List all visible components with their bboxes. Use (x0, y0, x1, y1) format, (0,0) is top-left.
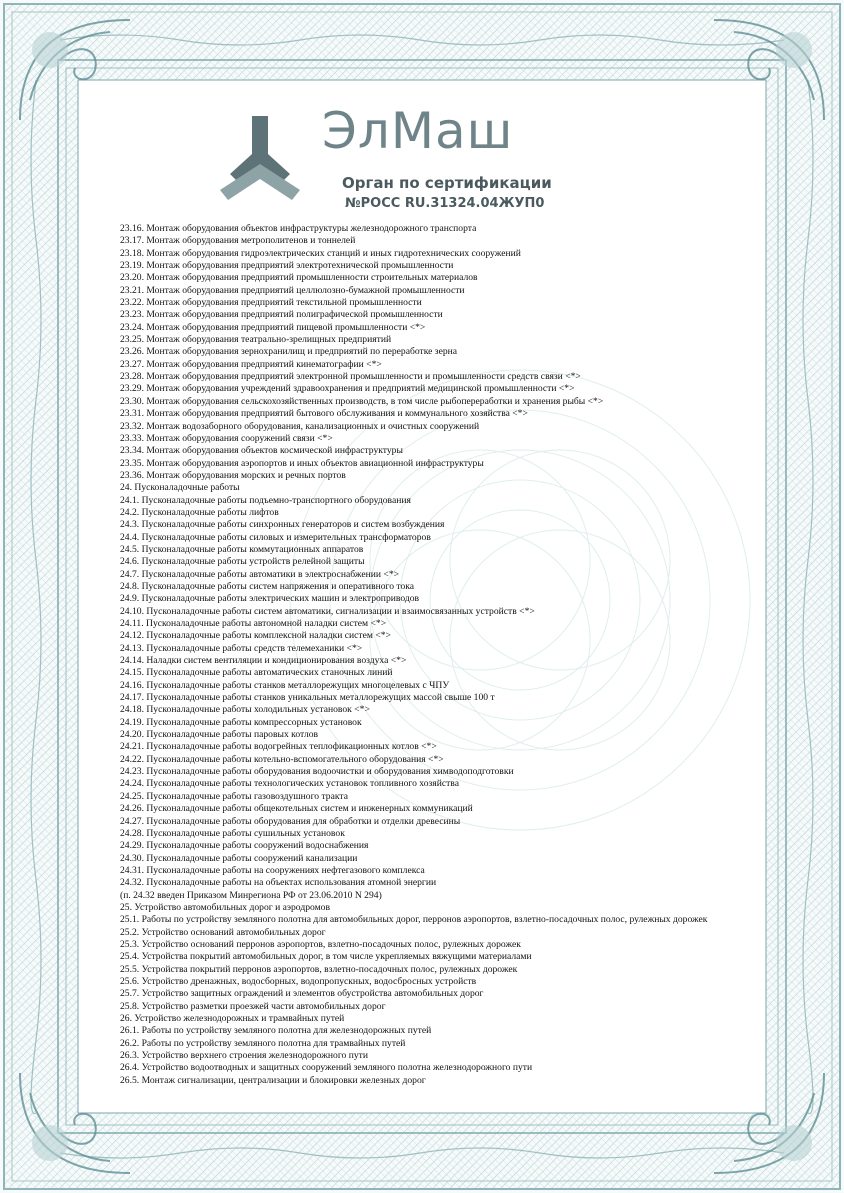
list-item: 24.23. Пусконаладочные работы оборудования водоочистки и оборудования химводоподготовки (120, 766, 514, 778)
list-item: 23.30. Монтаж оборудования сельскохозяйственных производств, в том числе рыбопереработки и хранения рыбы <*> (120, 395, 604, 407)
list-item: 23.18. Монтаж оборудования гидроэлектрических станций и иных гидротехнических сооружений (120, 247, 521, 259)
list-item: 23.29. Монтаж оборудования учреждений здравоохранения и предприятий медицинской промышленности <*> (120, 383, 575, 395)
list-item: 24.27. Пусконаладочные работы оборудования для обработки и отделки древесины (120, 815, 461, 827)
certification-body-title: Орган по сертификации (342, 174, 552, 192)
list-item: 23.22. Монтаж оборудования предприятий текстильной промышленности (120, 297, 422, 309)
list-item: 25.6. Устройство дренажных, водосборных, водопропускных, водосбросных устройств (120, 975, 477, 987)
list-item: 24.30. Пусконаладочные работы сооружений канализации (120, 852, 358, 864)
list-item: 24.26. Пусконаладочные работы общекотельных систем и инженерных коммуникаций (120, 803, 473, 815)
logo-block (212, 102, 572, 220)
list-item: 26.1. Работы по устройству земляного полотна для железнодорожных путей (120, 1025, 432, 1037)
list-item: 24.17. Пусконаладочные работы станков уникальных металлорежущих массой свыше 100 т (120, 692, 495, 704)
list-item: 23.20. Монтаж оборудования предприятий промышленности строительных материалов (120, 272, 478, 284)
list-item: 23.35. Монтаж оборудования аэропортов и иных объектов авиационной инфраструктуры (120, 457, 484, 469)
list-item: 24.20. Пусконаладочные работы паровых котлов (120, 729, 319, 741)
list-item: 26. Устройство железнодорожных и трамвайных путей (120, 1013, 345, 1024)
list-item: 23.34. Монтаж оборудования объектов космической инфраструктуры (120, 445, 403, 457)
list-item: 25. Устройство автомобильных дорог и аэродромов (120, 901, 331, 913)
list-item: 24.24. Пусконаладочные работы технологических установок топливного хозяйства (120, 778, 459, 790)
list-item: 23.28. Монтаж оборудования предприятий электронной промышленности и промышленности средств связи <*> (120, 371, 581, 383)
list-item: 23.33. Монтаж оборудования сооружений связи <*> (120, 432, 333, 444)
list-item: 23.25. Монтаж оборудования театрально-зрелищных предприятий (120, 334, 392, 346)
list-item: 25.1. Работы по устройству земляного полотна для автомобильных дорог, перронов аэропортов, взлетно-посадочных полос, рулежных дорожек (120, 914, 708, 926)
brand-name: ЭлМаш (322, 102, 514, 160)
list-item: 24.29. Пусконаладочные работы сооружений водоснабжения (120, 840, 369, 852)
list-item: 24.13. Пусконаладочные работы средств телемеханики <*> (120, 642, 363, 654)
list-item: 26.2. Работы по устройству земляного полотна для трамвайных путей (120, 1037, 406, 1049)
list-item: (п. 24.32 введен Приказом Минрегиона РФ от 23.06.2010 N 294) (120, 889, 382, 901)
list-item: 24.5. Пусконаладочные работы коммутационных аппаратов (120, 543, 364, 555)
list-item: 26.3. Устройство верхнего строения железнодорожного пути (120, 1050, 368, 1062)
list-item: 24.6. Пусконаладочные работы устройств релейной защиты (120, 556, 365, 568)
list-item: 24.22. Пусконаладочные работы котельно-вспомогательного оборудования <*> (120, 753, 444, 765)
list-item: 23.23. Монтаж оборудования предприятий полиграфической промышленности (120, 309, 443, 321)
list-item: 24.28. Пусконаладочные работы сушильных установок (120, 827, 345, 839)
list-item: 23.26. Монтаж оборудования зернохранилищ и предприятий по переработке зерна (120, 346, 458, 358)
list-item: 23.19. Монтаж оборудования предприятий электротехнической промышленности (120, 260, 454, 272)
list-item: 26.5. Монтаж сигнализации, централизации и блокировки железных дорог (120, 1074, 426, 1086)
list-item: 23.27. Монтаж оборудования предприятий кинематографии <*> (120, 358, 382, 370)
list-item: 23.31. Монтаж оборудования предприятий бытового обслуживания и коммунального хозяйства <*> (120, 408, 528, 420)
list-item: 24.8. Пусконаладочные работы систем напряжения и оперативного тока (120, 580, 415, 592)
list-item: 23.17. Монтаж оборудования метрополитенов и тоннелей (120, 235, 356, 247)
list-item: 24.14. Наладки систем вентиляции и кондиционирования воздуха <*> (120, 655, 407, 667)
work-types-list (120, 223, 780, 1087)
list-item: 23.21. Монтаж оборудования предприятий целлюлозно-бумажной промышленности (120, 284, 465, 296)
list-item: 25.3. Устройство оснований перронов аэропортов, взлетно-посадочных полос, рулежных дорожек (120, 938, 521, 950)
list-item: 24.25. Пусконаладочные работы газовоздушного тракта (120, 790, 348, 802)
list-item: 23.16. Монтаж оборудования объектов инфраструктуры железнодорожного транспорта (120, 223, 477, 234)
list-item: 25.7. Устройство защитных ограждений и элементов обустройства автомобильных дорог (120, 988, 484, 1000)
list-item: 23.24. Монтаж оборудования предприятий пищевой промышленности <*> (120, 321, 426, 333)
list-item: 24.11. Пусконаладочные работы автономной наладки систем <*> (120, 618, 387, 629)
list-item: 24.7. Пусконаладочные работы автоматики в электроснабжении <*> (120, 568, 400, 580)
list-item: 23.32. Монтаж водозаборного оборудования, канализационных и очистных сооружений (120, 420, 480, 432)
elmash-logo-icon (212, 116, 308, 206)
registration-number: №РОСС RU.31324.04ЖУП0 (345, 196, 545, 211)
list-item: 25.5. Устройства покрытий перронов аэропортов, взлетно-посадочных полос, рулежных дорожек (120, 963, 518, 975)
list-item: 24.16. Пусконаладочные работы станков металлорежущих многоцелевых с ЧПУ (120, 679, 450, 691)
list-item: 24.10. Пусконаладочные работы систем автоматики, сигнализации и взаимосвязанных устройств <*> (120, 605, 535, 617)
list-item: 24.31. Пусконаладочные работы на сооружениях нефтегазового комплекса (120, 864, 425, 876)
list-item: 24.3. Пусконаладочные работы синхронных генераторов и систем возбуждения (120, 519, 445, 531)
list-item: 24.15. Пусконаладочные работы автоматических станочных линий (120, 667, 393, 679)
list-item: 24.4. Пусконаладочные работы силовых и измерительных трансформаторов (120, 531, 431, 543)
list-item: 25.2. Устройство оснований автомобильных дорог (120, 926, 326, 938)
list-item: 24.19. Пусконаладочные работы компрессорных установок (120, 716, 362, 728)
list-item: 25.4. Устройства покрытий автомобильных дорог, в том числе укрепляемых вяжущими материалами (120, 951, 532, 963)
list-item: 23.36. Монтаж оборудования морских и речных портов (120, 469, 346, 481)
list-item: 24.18. Пусконаладочные работы холодильных установок <*> (120, 704, 370, 716)
list-item: 24.2. Пусконаладочные работы лифтов (120, 506, 279, 518)
list-item: 24.32. Пусконаладочные работы на объектах использования атомной энергии (120, 877, 437, 889)
list-item: 24.21. Пусконаладочные работы водогрейных теплофикационных котлов <*> (120, 741, 437, 753)
list-item: 24. Пусконаладочные работы (120, 482, 240, 494)
list-item: 24.12. Пусконаладочные работы комплексной наладки систем <*> (120, 630, 391, 642)
list-item: 25.8. Устройство разметки проезжей части автомобильных дорог (120, 1000, 386, 1012)
list-item: 26.4. Устройство водоотводных и защитных сооружений земляного полотна железнодорожного пути (120, 1062, 533, 1074)
list-item: 24.9. Пусконаладочные работы электрических машин и электроприводов (120, 593, 420, 605)
list-item: 24.1. Пусконаладочные работы подъемно-транспортного оборудования (120, 494, 411, 506)
